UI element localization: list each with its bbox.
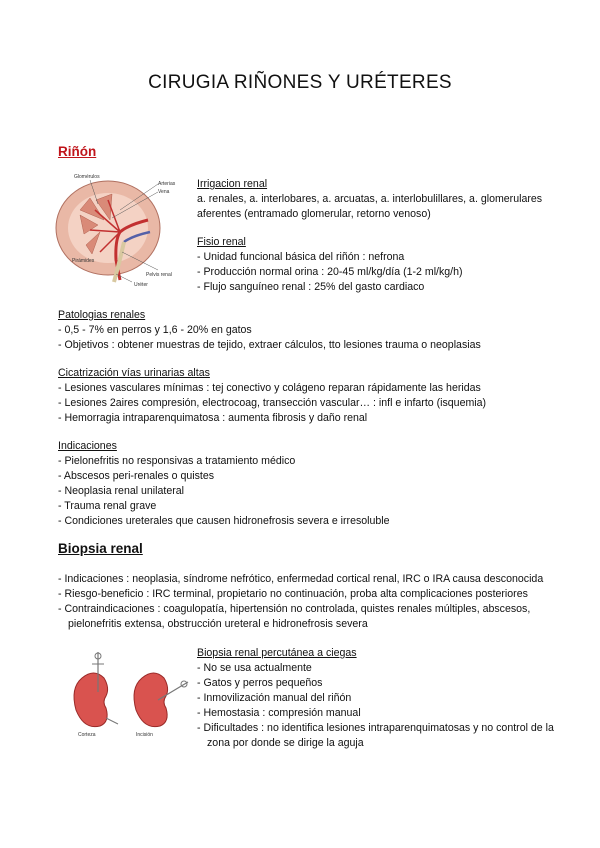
subheading-cicatrizacion: Cicatrización vías urinarias altas bbox=[58, 367, 210, 379]
list-item: pielonefritis extensa, obstrucción ureteral e hidronefrosis severa bbox=[68, 618, 368, 630]
list-item: - No se usa actualmente bbox=[197, 662, 312, 674]
text-line: aferentes (entramado glomerular, retorno venoso) bbox=[197, 208, 431, 220]
list-item: - Trauma renal grave bbox=[58, 500, 157, 512]
page-title: CIRUGIA RIÑONES Y URÉTERES bbox=[148, 72, 452, 93]
subheading-fisio: Fisio renal bbox=[197, 236, 246, 248]
list-item: - Condiciones ureterales que causen hidronefrosis severa e irresoluble bbox=[58, 515, 390, 527]
indicaciones-block bbox=[58, 439, 390, 529]
list-item: - Dificultades : no identifica lesiones intraparenquimatosas y no control de la bbox=[197, 722, 554, 734]
list-item: - Hemostasia : compresión manual bbox=[197, 707, 361, 719]
figure-label: Corteza bbox=[78, 732, 96, 738]
kidney-anatomy-illustration bbox=[50, 170, 190, 288]
list-item: - Contraindicaciones : coagulopatía, hipertensión no controlada, quistes renales múltiples, abscesos, bbox=[58, 603, 531, 615]
list-item: - Producción normal orina : 20-45 ml/kg/día (1-2 ml/kg/h) bbox=[197, 266, 463, 278]
list-item: - Flujo sanguíneo renal : 25% del gasto cardiaco bbox=[197, 281, 425, 293]
list-item: - Lesiones 2aires compresión, electrocoag, transección vascular… : infl e infarto (isquemia) bbox=[58, 397, 487, 409]
list-item: - Lesiones vasculares mínimas : tej conectivo y colágeno reparan rápidamente las heridas bbox=[58, 382, 481, 394]
list-item: - Inmovilización manual del riñón bbox=[197, 692, 352, 704]
figure-label: Uréter bbox=[134, 282, 148, 288]
text-line: a. renales, a. interlobares, a. arcuatas, a. interlobulillares, a. glomerulares bbox=[197, 193, 543, 205]
cicatrizacion-block bbox=[58, 366, 486, 426]
biopsia-block bbox=[58, 572, 543, 632]
list-item: - Abscesos peri-renales o quistes bbox=[58, 470, 215, 482]
list-item: - Indicaciones : neoplasia, síndrome nefrótico, enfermedad cortical renal, IRC o IRA causa desconocida bbox=[58, 573, 544, 585]
figure-label: Pirámides bbox=[72, 258, 95, 264]
subheading-indicaciones: Indicaciones bbox=[58, 440, 117, 452]
list-item: - Pielonefritis no responsivas a tratamiento médico bbox=[58, 455, 296, 467]
list-item: - Gatos y perros pequeños bbox=[197, 677, 323, 689]
figure-label: Arterias bbox=[158, 181, 176, 187]
list-item: - Neoplasia renal unilateral bbox=[58, 485, 185, 497]
subheading-percutanea: Biopsia renal percutánea a ciegas bbox=[197, 647, 357, 659]
list-item: zona por donde se dirige la aguja bbox=[207, 737, 364, 749]
subheading-irrigacion: Irrigacion renal bbox=[197, 178, 268, 190]
figure-label: Glomérulos bbox=[74, 174, 100, 180]
figure-label: Vena bbox=[158, 189, 170, 195]
kidney-biopsy-illustration bbox=[62, 648, 192, 740]
section-heading-biopsia: Biopsia renal bbox=[58, 541, 143, 556]
patologias-block bbox=[58, 308, 481, 353]
fisio-block bbox=[197, 235, 463, 295]
section-heading-rinon: Riñón bbox=[58, 144, 97, 159]
list-item: - Objetivos : obtener muestras de tejido, extraer cálculos, tto lesiones trauma o neoplasias bbox=[58, 339, 481, 351]
list-item: - Unidad funcional básica del riñón : nefrona bbox=[197, 251, 405, 263]
list-item: - 0,5 - 7% en perros y 1,6 - 20% en gatos bbox=[58, 324, 252, 336]
figure-label: Incisión bbox=[136, 732, 153, 738]
irrigacion-block bbox=[197, 177, 542, 222]
list-item: - Hemorragia intraparenquimatosa : aumenta fibrosis y daño renal bbox=[58, 412, 368, 424]
subheading-patologias: Patologias renales bbox=[58, 309, 146, 321]
percutanea-block bbox=[197, 646, 554, 751]
figure-label: Pelvis renal bbox=[146, 272, 172, 278]
list-item: - Riesgo-beneficio : IRC terminal, propietario no continuación, proba alta complicaciones posteriores bbox=[58, 588, 528, 600]
